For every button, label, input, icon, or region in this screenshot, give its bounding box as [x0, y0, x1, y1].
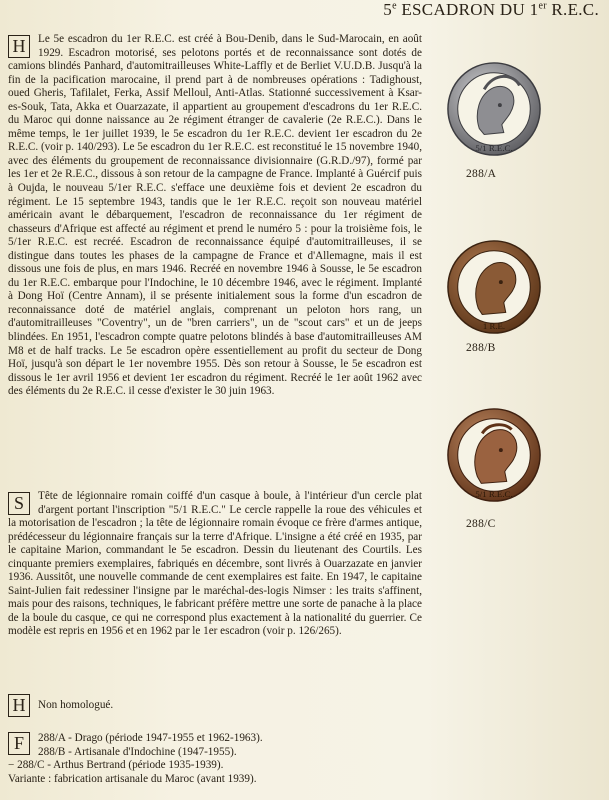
title-sup: e [392, 0, 397, 12]
insignia-caption: 288/A [466, 168, 497, 180]
insignia-288c-image [445, 406, 543, 504]
insignia-caption: 288/B [466, 342, 496, 354]
section-letter-h: H [8, 35, 30, 58]
section-letter-h2: H [8, 694, 30, 717]
insignia-inscription: 5/1 R.E.C. [475, 143, 513, 154]
manufacturer-line: − 288/C - Arthus Bertrand (période 1935-1939). [8, 759, 224, 772]
history-section [8, 33, 422, 399]
title-part: R.E.C. [546, 0, 599, 19]
symbolism-section [8, 490, 422, 639]
manufacturers-section [8, 732, 422, 786]
manufacturer-line: Variante : fabrication artisanale du Maroc (avant 1939). [8, 772, 257, 785]
symbolism-text: Tête de légionnaire romain coiffé d'un casque à boule, à l'intérieur d'un cercle plat d'argent portant l'inscription "5/1 R.E.C." Le cercle rappelle la roue des véhicules et la motorisation de l'escadron ; la tête de légionnaire romain évoque ce frère d'armes antique, prédécesseur du légionnaire français sur la terre d'Afrique. L'insigne a été créé en 1935, par le capitaine Marion, commandant le 5e escadron. Dessin du lieutenant des Courtils. Les cinquante premiers exemplaires, fabriqués en décembre, sont livrés à Ouarzazate en janvier 1936. Aussitôt, une nouvelle commande de cent exemplaires est faite. En 1947, le capitaine Saint-Julien fait redessiner l'insigne par le maréchal-des-logis Nimser : les traits s'affinent, mais pour des raisons, techniques, le fabricant préfère mettre une sorte de panache à la place de la boule du casque, ce qui ne correspond plus exactement à la nationalité du guerrier. Ce modèle est repris en 1956 et en 1962 par le 1er escadron (voir p. 126/265). [8, 490, 422, 638]
insignia-inscription: 1 R.E. [482, 321, 506, 332]
history-text: Le 5e escadron du 1er R.E.C. est créé à Bou-Denib, dans le Sud-Marocain, en août 1929. Escadron motorisé, ses pelotons portés et de reconnaissance sont dotés de camions blindés Panhard, d'automitrailleuses White-Laffly et de Berliet V.U.D.B. Jusqu'à la fin de la pacification marocaine, il prend part à de nombreuses opérations : Tadighoust, oued Gheris, Tafilalet, Ferka, Assif Melloul, Anti-Atlas. Stationné successivement à Ksar-es-Souk, Tata, Akka et Ouarzazate, il appartient au groupement d'escadrons du 1er R.E.C. du Maroc qui donne naissance au 2e régiment étranger de cavalerie (2e R.E.C.). Dans le même temps, le 1er juillet 1939, le 5e escadron du 1er R.E.C. devient 1er escadron du 2e R.E.C. (voir p. 140/293). Le 5e escadron du 1er R.E.C. est reconstitué le 15 novembre 1940, avec des éléments du groupement de reconnaissance divisionnaire (G.R.D./97), formé par les 1er et 2e R.E.C., dissous à son retour de la campagne de France. Implanté à Guércif puis à Oujda, le nouveau 5/1er R.E.C. s'efface une deuxième fois et devient 2e escadron du régiment. Le 15 septembre 1943, tandis que le 1er R.E.C. reçoit son nouveau matériel américain avant le débarquement, l'escadron de reconnaissance du 1er régiment de chasseurs d'Afrique est affecté au régiment et prend le numéro 5 : pour la troisième fois, le 5/1er R.E.C. est recréé. Escadron de reconnaissance équipé d'automitrailleuses, il se distingue dans toutes les phases de la campagne de France et d'Allemagne, mais il est dissous une fois de plus, en mars 1946. Recréé en novembre 1946 à Sousse, le 5e escadron du 1er R.E.C. embarque pour l'Indochine, le 10 décembre 1946, avec le régiment. Implanté à Dong Hoï (Centre Annam), il se présente initialement sous la forme d'un escadron de reconnaissance doté de matériel anglais, comprenant un peloton hors rang, un d'automitrailleuses "Coventry", un de "bren carriers", un de "scout cars" et un de jeeps blindées. En 1951, l'escadron compte quatre pelotons blindés à base d'automitrailleuses AM M8 et de half tracks. Le 5e escadron opère essentiellement au profit du secteur de Dong Hoï, jusqu'à son départ le 1er novembre 1955. Dès son retour à Sousse, le 5e escadron est dissous le 1er avril 1956 et devient 1er escadron du régiment. Recréé le 1er août 1962 avec des éléments du 2e R.E.C. il cesse d'exister le 30 juin 1963. [8, 33, 422, 398]
page-title [383, 0, 599, 20]
section-letter-f: F [8, 732, 30, 755]
homologation-section [8, 694, 113, 719]
title-part: 5 [383, 0, 393, 19]
insignia-caption: 288/C [466, 518, 496, 530]
insignia-288a-image [445, 60, 543, 158]
title-part: ESCADRON DU 1 [396, 0, 539, 19]
section-letter-s: S [8, 492, 30, 515]
manufacturer-line: 288/B - Artisanale d'Indochine (1947-1955). [38, 745, 237, 758]
insignia-inscription: 5/1 R.E.C. [475, 489, 513, 500]
insignia-288b-image [445, 238, 543, 336]
manufacturer-line: 288/A - Drago (période 1947-1955 et 1962-1963). [38, 732, 263, 744]
title-sup: er [538, 0, 547, 12]
homologation-text: Non homologué. [38, 699, 114, 711]
